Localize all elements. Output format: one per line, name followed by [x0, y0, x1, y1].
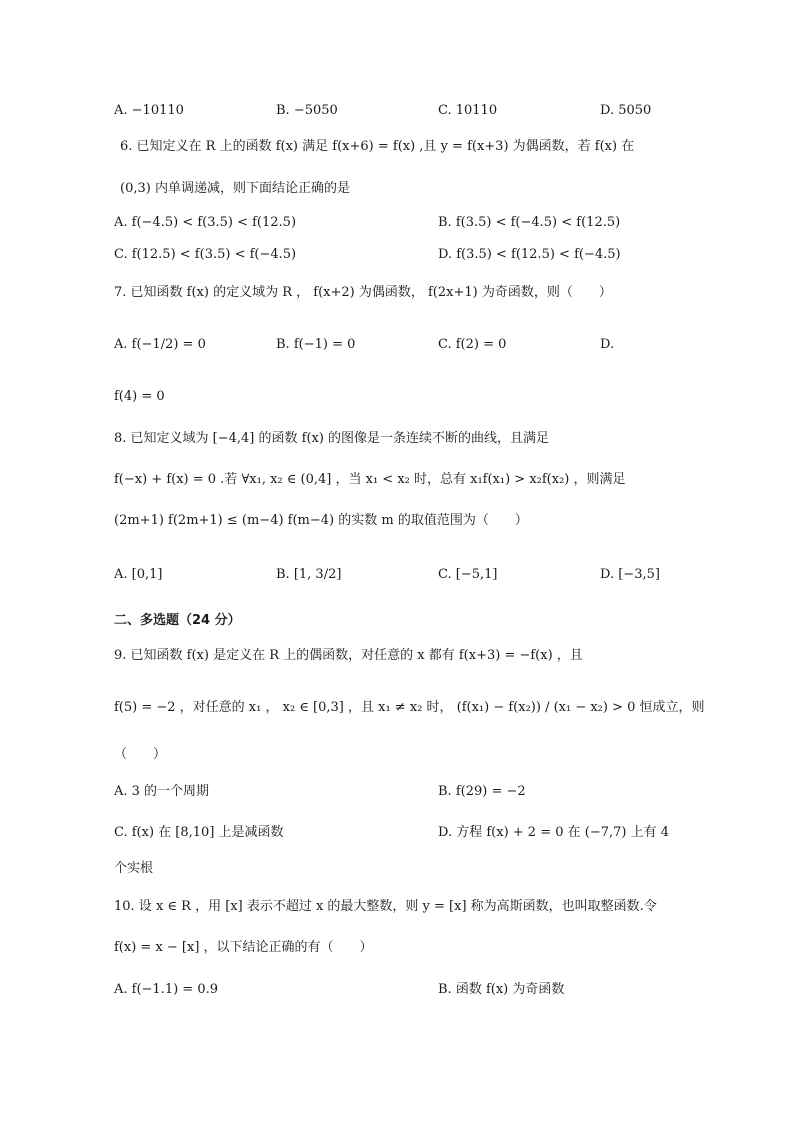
- q9-answer-blank: （ ）: [114, 747, 167, 762]
- q5-option-a: A. −10110: [114, 103, 184, 118]
- q9-option-a: A. 3 的一个周期: [114, 784, 210, 799]
- q7-option-c: C. f(2) = 0: [438, 337, 507, 352]
- q7-option-d-continued: f(4) = 0: [114, 389, 165, 404]
- q10-stem-line2: f(x) = x − [x] ，以下结论正确的有（ ）: [114, 940, 373, 955]
- q6-option-c: C. f(12.5) < f(3.5) < f(−4.5): [114, 247, 297, 262]
- q6-stem-line1: 6. 已知定义在 R 上的函数 f(x) 满足 f(x+6) = f(x) ,且 y = f(x+3) 为偶函数，若 f(x) 在: [120, 139, 635, 154]
- q8-option-c: C. [−5,1]: [438, 567, 498, 582]
- q9-stem-line1: 9. 已知函数 f(x) 是定义在 R 上的偶函数，对任意的 x 都有 f(x+3) = −f(x) ，且: [114, 648, 583, 663]
- q6-option-a: A. f(−4.5) < f(3.5) < f(12.5): [114, 215, 297, 230]
- q8-stem-line3: (2m+1) f(2m+1) ≤ (m−4) f(m−4) 的实数 m 的取值范围为（ ）: [114, 513, 528, 528]
- q5-option-d: D. 5050: [600, 103, 652, 118]
- q7-option-a: A. f(−1/2) = 0: [114, 337, 206, 352]
- q7-stem: 7. 已知函数 f(x) 的定义域为 R ， f(x+2) 为偶函数， f(2x+1) 为奇函数，则（ ）: [114, 285, 612, 300]
- q5-option-b: B. −5050: [276, 103, 338, 118]
- q10-option-b: B. 函数 f(x) 为奇函数: [438, 982, 565, 997]
- q7-option-b: B. f(−1) = 0: [276, 337, 356, 352]
- q9-option-d: D. 方程 f(x) + 2 = 0 在 (−7,7) 上有 4: [438, 825, 670, 840]
- q8-stem-line1: 8. 已知定义域为 [−4,4] 的函数 f(x) 的图像是一条连续不断的曲线，且满足: [114, 431, 550, 446]
- q5-option-c: C. 10110: [438, 103, 498, 118]
- q10-stem-line1: 10. 设 x ∈ R ，用 [x] 表示不超过 x 的最大整数，则 y = [x] 称为高斯函数，也叫取整函数.令: [114, 899, 657, 914]
- q8-option-a: A. [0,1]: [114, 567, 163, 582]
- q9-option-d-continued: 个实根: [114, 861, 154, 876]
- section-heading-multiple-choice: 二、多选题（24 分）: [114, 613, 241, 628]
- q9-option-c: C. f(x) 在 [8,10] 上是减函数: [114, 825, 284, 840]
- q6-stem-line2: (0,3) 内单调递减，则下面结论正确的是: [120, 181, 350, 196]
- q10-option-a: A. f(−1.1) = 0.9: [114, 982, 219, 997]
- q7-option-d: D.: [600, 337, 615, 352]
- q8-option-b: B. [1, 3/2]: [276, 567, 342, 582]
- q8-stem-line2: f(−x) + f(x) = 0 .若 ∀x₁, x₂ ∈ (0,4] ，当 x₁ < x₂ 时，总有 x₁f(x₁) > x₂f(x₂) ，则满足: [114, 472, 626, 487]
- q6-option-b: B. f(3.5) < f(−4.5) < f(12.5): [438, 215, 621, 230]
- q6-option-d: D. f(3.5) < f(12.5) < f(−4.5): [438, 247, 621, 262]
- q9-option-b: B. f(29) = −2: [438, 784, 526, 799]
- q8-option-d: D. [−3,5]: [600, 567, 660, 582]
- q9-stem-line2: f(5) = −2 ，对任意的 x₁ ， x₂ ∈ [0,3] ，且 x₁ ≠ x₂ 时， (f(x₁) − f(x₂)) / (x₁ − x₂) > 0 恒成立，则: [114, 700, 705, 715]
